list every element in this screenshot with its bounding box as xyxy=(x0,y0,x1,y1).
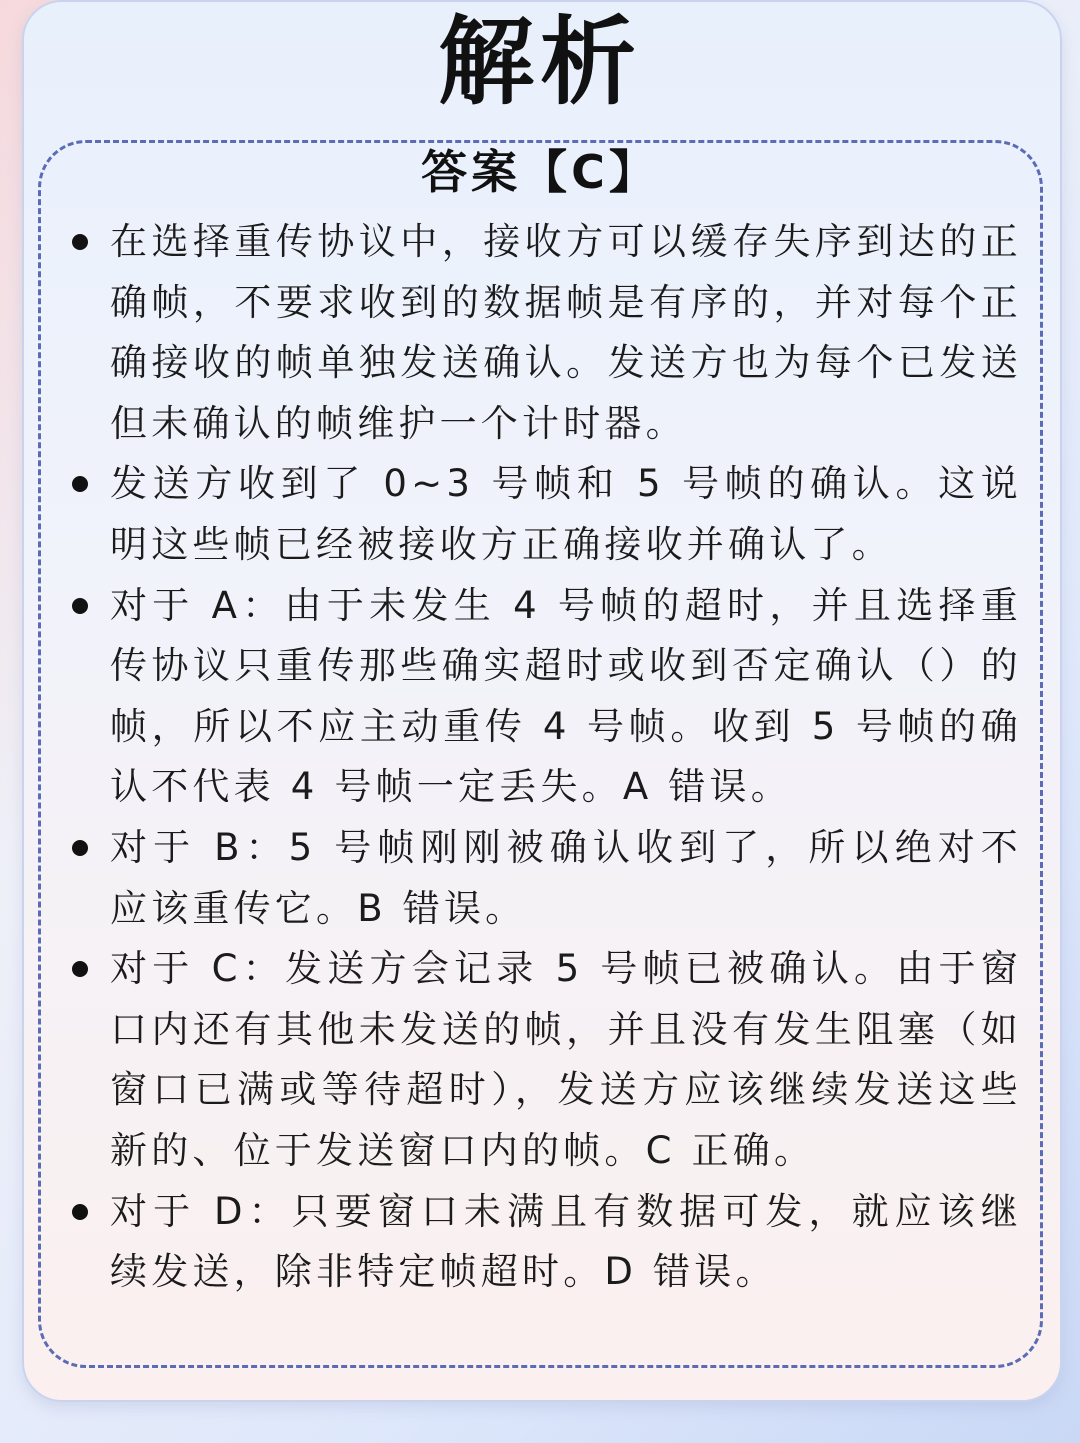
list-item xyxy=(62,454,1022,575)
bullet-icon xyxy=(72,961,88,977)
list-item-text: 发送方收到了 0~3 号帧和 5 号帧的确认。这说明这些帧已经被接收方正确接收并确认了。 xyxy=(110,462,1022,566)
answer-heading: 答案【C】 xyxy=(421,145,659,199)
list-item xyxy=(62,939,1022,1181)
bullet-icon xyxy=(72,476,88,492)
list-item-text: 对于 C：发送方会记录 5 号帧已被确认。由于窗口内还有其他未发送的帧，并且没有发生阻塞（如窗口已满或等待超时），发送方应该继续发送这些新的、位于发送窗口内的帧。C 正确。 xyxy=(110,947,1022,1172)
bullet-icon xyxy=(72,598,88,614)
list-item-text: 对于 D：只要窗口未满且有数据可发，就应该继续发送，除非特定帧超时。D 错误。 xyxy=(110,1189,1022,1294)
list-item-text: 对于 A：由于未发生 4 号帧的超时，并且选择重传协议只重传那些确实超时或收到否定确认（）的帧，所以不应主动重传 4 号帧。收到 5 号帧的确认不代表 4 号帧一定丢失。A 错误。 xyxy=(110,583,1022,809)
list-item xyxy=(62,212,1022,454)
bullet-icon xyxy=(72,234,88,250)
list-item xyxy=(62,818,1022,939)
list-item-text: 在选择重传协议中，接收方可以缓存失序到达的正确帧，不要求收到的数据帧是有序的，并对每个正确接收的帧单独发送确认。发送方也为每个已发送但未确认的帧维护一个计时器。 xyxy=(110,220,1022,445)
bullet-icon xyxy=(72,1204,88,1220)
bullet-icon xyxy=(72,840,88,856)
explanation-list xyxy=(62,212,1022,1303)
list-item xyxy=(62,576,1022,818)
list-item xyxy=(62,1182,1022,1303)
list-item-text: 对于 B：5 号帧刚刚被确认收到了，所以绝对不应该重传它。B 错误。 xyxy=(110,825,1022,930)
page-title: 解析 xyxy=(438,6,642,118)
